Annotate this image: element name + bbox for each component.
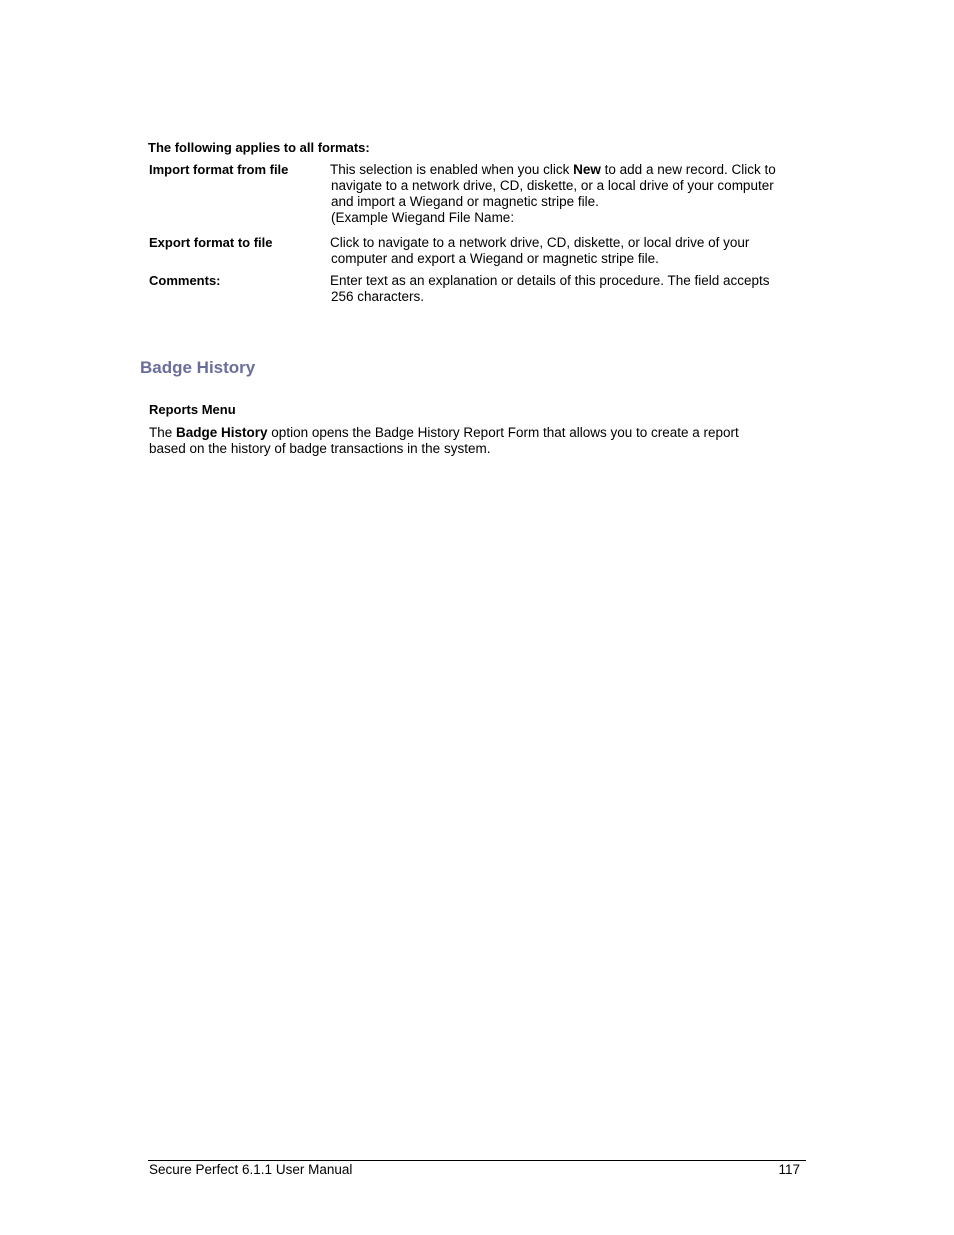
footer-page-number: 117 — [778, 1162, 800, 1177]
text-run: This selection is enabled when you click — [330, 162, 574, 177]
footer-title: Secure Perfect 6.1.1 User Manual — [149, 1162, 353, 1177]
definition-line — [330, 162, 800, 178]
bold-run: New — [573, 162, 601, 177]
definition-export-format — [330, 235, 800, 267]
definition-line: Enter text as an explanation or details of this procedure. The field accepts — [330, 273, 770, 288]
definition-import-format — [330, 162, 800, 226]
text-run: option opens the Badge History Report Form that allows you to create a report — [267, 425, 739, 440]
footer-rule — [148, 1160, 806, 1161]
bold-run: Badge History — [176, 425, 268, 440]
term-export-format: Export format to file — [149, 235, 273, 250]
definition-line: computer and export a Wiegand or magnetic stripe file. — [331, 251, 659, 266]
definition-line: (Example Wiegand File Name: — [331, 210, 515, 225]
term-comments: Comments: — [149, 273, 221, 288]
definition-line: 256 characters. — [331, 289, 425, 304]
badge-history-paragraph — [149, 425, 809, 457]
definition-comments — [330, 273, 800, 305]
definition-line: Click to navigate to a network drive, CD, diskette, or local drive of your — [330, 235, 750, 250]
text-run: The — [149, 425, 177, 440]
text-run: to add a new record. Click to — [600, 162, 776, 177]
section-heading-badge-history: Badge History — [140, 358, 256, 377]
intro-heading: The following applies to all formats: — [148, 140, 370, 155]
definition-line: and import a Wiegand or magnetic stripe file. — [331, 194, 599, 209]
subheading-reports-menu: Reports Menu — [149, 402, 236, 417]
term-import-format: Import format from file — [149, 162, 289, 177]
paragraph-line — [149, 425, 809, 441]
definition-line: navigate to a network drive, CD, diskette, or a local drive of your computer — [331, 178, 774, 193]
paragraph-line: based on the history of badge transactions in the system. — [149, 441, 491, 456]
